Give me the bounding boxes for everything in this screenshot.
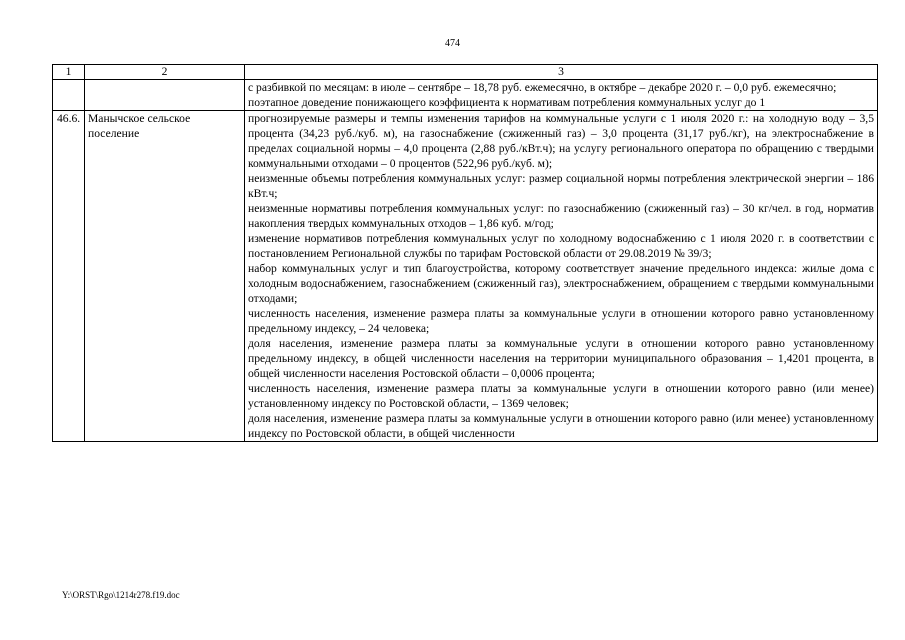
table-row-46-6 <box>53 111 878 442</box>
paragraph: доля населения, изменение размера платы за коммунальные услуги в отношении которого равно (или менее) установленному индексу по Ростовской области, в общей численности <box>248 412 874 440</box>
paragraph: набор коммунальных услуг и тип благоустройства, которому соответствует значение предельного индекса: жилые дома с холодным водоснабжением, газоснабжением (сжиженный газ), электроснабжением, обращением с твердыми коммунальными отходами; <box>248 262 874 305</box>
paragraph: изменение нормативов потребления коммунальных услуг по холодному водоснабжению с 1 июля 2020 г. в соответствии с постановлением Региональной службы по тарифам Ростовской области от 29.08.2019 № 39/3; <box>248 232 874 260</box>
footer-file-path: Y:\ORST\Rgo\1214r278.f19.doc <box>62 590 180 600</box>
continuation-number-cell <box>53 80 85 111</box>
description-cell <box>245 111 878 442</box>
continuation-text-cell <box>245 80 878 111</box>
continuation-name-cell <box>85 80 245 111</box>
header-cell-2: 2 <box>85 65 245 80</box>
paragraph: численность населения, изменение размера платы за коммунальные услуги в отношении которого равно (или менее) установленному индексу по Ростовской области, – 1369 человек; <box>248 382 874 410</box>
header-cell-3: 3 <box>245 65 878 80</box>
paragraph: поэтапное доведение понижающего коэффициента к нормативам потребления коммунальных услуг до 1 <box>248 96 766 109</box>
paragraph: доля населения, изменение размера платы за коммунальные услуги в отношении которого равно установленному предельному индексу, в общей численности населения на территории муниципального образования – 1,4201 процента, в общей численности населения Ростовской области – 0,0006 процента; <box>248 337 874 380</box>
paragraph: неизменные объемы потребления коммунальных услуг: размер социальной нормы потребления электрической энергии – 186 кВт.ч; <box>248 172 874 200</box>
table-row-continuation <box>53 80 878 111</box>
paragraph: с разбивкой по месяцам: в июле – сентябре – 18,78 руб. ежемесячно, в октябре – декабре 2020 г. – 0,0 руб. ежемесячно; <box>248 81 837 94</box>
paragraph: неизменные нормативы потребления коммунальных услуг: по газоснабжению (сжиженный газ) – 30 кг/чел. в год, норматив накопления твердых коммунальных отходов – 1,86 куб. м/год; <box>248 202 874 230</box>
row-number-cell: 46.6. <box>53 111 85 442</box>
document-table <box>52 64 878 442</box>
page-number: 474 <box>445 38 460 49</box>
paragraph: численность населения, изменение размера платы за коммунальные услуги в отношении которого равно установленному предельному индексу, – 24 человека; <box>248 307 874 335</box>
header-cell-1: 1 <box>53 65 85 80</box>
settlement-name-cell: Манычское сельское поселение <box>85 111 245 442</box>
table-header-row <box>53 65 878 80</box>
paragraph: прогнозируемые размеры и темпы изменения тарифов на коммунальные услуги с 1 июля 2020 г.: на холодную воду – 3,5 процента (34,23 руб./куб. м), на газоснабжение (сжиженный газ) – 3,0 процента (31,17 руб./кг), на электроснабжение в пределах социальной нормы – 4,0 процента (2,88 руб./кВт.ч); на услугу регионального оператора по обращению с твердыми коммунальными отходами – 0 процентов (522,96 руб./куб. м); <box>248 112 874 170</box>
